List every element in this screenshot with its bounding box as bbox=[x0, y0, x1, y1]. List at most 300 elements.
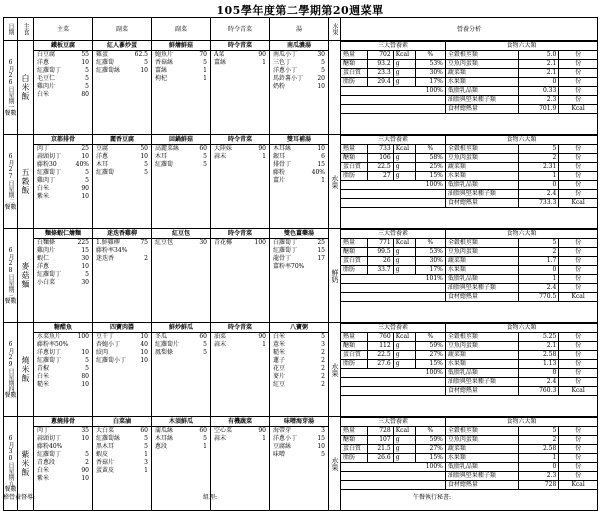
ingredient-amount: 1 bbox=[203, 75, 207, 82]
nutrition-value: g bbox=[393, 163, 415, 172]
ingredient-name: 蝦仁 bbox=[37, 255, 50, 262]
nutrition-value: 全穀根莖類 bbox=[445, 333, 518, 342]
dish-cell bbox=[93, 41, 152, 135]
dish-name: 麵條蝦仁燴麵 bbox=[34, 229, 92, 239]
nutrition-value bbox=[341, 105, 445, 114]
nutrition-value: 脂肪 bbox=[341, 266, 367, 275]
nutrition-value: 22.5 bbox=[367, 351, 393, 360]
ingredient-row bbox=[270, 169, 328, 177]
ingredient-row bbox=[211, 333, 269, 341]
ingredient-amount: 5 bbox=[144, 443, 148, 450]
nutrition-value: Kcal bbox=[559, 199, 597, 208]
nutrition-value: g bbox=[393, 154, 415, 163]
nutrition-value: % bbox=[415, 333, 445, 342]
nutrition-value: 份 bbox=[559, 78, 597, 87]
nutrition-value: g bbox=[393, 351, 415, 360]
footer-principal: 組理: bbox=[203, 494, 218, 501]
nutrition-row bbox=[341, 105, 597, 114]
ingredient-amount: 60 bbox=[140, 427, 148, 434]
ingredient-name: 蒜末 bbox=[214, 341, 227, 348]
nutrition-value: 豆魚肉蛋類 bbox=[445, 154, 518, 163]
ingredient-name: 海帶芽 bbox=[273, 427, 292, 434]
ingredient-amount: 10 bbox=[140, 333, 148, 340]
ingredient-amount: 30 bbox=[81, 279, 89, 286]
dish-cell bbox=[211, 229, 270, 323]
nutrition-value: 0 bbox=[519, 266, 559, 275]
ingredient-row bbox=[34, 83, 92, 91]
ingredient-name: 香菇絲 bbox=[155, 59, 174, 66]
day-row bbox=[4, 135, 598, 229]
ingredient-amount: 70 bbox=[199, 51, 207, 58]
ingredient-row bbox=[34, 67, 92, 75]
nutrition-value: 油脂與堅果種子類 bbox=[445, 284, 518, 293]
ingredient-amount: 100 bbox=[254, 239, 266, 246]
ingredient-name: 馬鈴薯小丁 bbox=[273, 75, 304, 82]
ingredient-amount: 5 bbox=[144, 59, 148, 66]
nutrition-row bbox=[341, 163, 597, 172]
staple-cell bbox=[18, 135, 34, 229]
menu-table bbox=[3, 17, 598, 511]
nutrition-value: 53% bbox=[415, 248, 445, 257]
ingredient-amount: 10 bbox=[140, 349, 148, 356]
ingredient-amount: 30 bbox=[317, 51, 325, 58]
nutrition-row bbox=[341, 284, 597, 293]
nutrition-row bbox=[341, 342, 597, 351]
ingredient-row bbox=[152, 67, 210, 75]
ingredient-row bbox=[152, 59, 210, 67]
ingredient-name: 紫米 bbox=[37, 193, 50, 200]
nutrition-value: 三大營養素 bbox=[341, 42, 445, 51]
staple-cell bbox=[18, 323, 34, 417]
nutrition-value: 三大營養素 bbox=[341, 418, 445, 427]
nutrition-row bbox=[341, 51, 597, 60]
ingredient-name: 紅蘿蔔丁 bbox=[37, 271, 62, 278]
nutrition-value: 蔬菜類 bbox=[445, 257, 518, 266]
ingredient-row bbox=[211, 239, 269, 247]
ingredient-name: 水菜魚片 bbox=[37, 333, 62, 340]
ingredient-row bbox=[270, 75, 328, 83]
ingredient-row bbox=[34, 51, 92, 59]
ingredient-amount: 10 bbox=[81, 475, 89, 482]
nutrition-value: 1 bbox=[519, 275, 559, 284]
ingredient-row bbox=[152, 153, 210, 161]
nutrition-value: 蛋白質 bbox=[341, 69, 367, 78]
ingredient-name: 麥片 bbox=[273, 373, 286, 380]
ingredient-amount: 40% bbox=[311, 169, 325, 176]
ingredient-amount: 5 bbox=[85, 75, 89, 82]
nutrition-value: 醣類 bbox=[341, 248, 367, 257]
nutrition-value: 0 bbox=[519, 181, 559, 190]
ingredient-row bbox=[93, 145, 151, 153]
ingredient-name: 青花椰 bbox=[214, 239, 233, 246]
ingredient-row bbox=[34, 381, 92, 389]
nutrition-value: 豆魚肉蛋類 bbox=[445, 436, 518, 445]
ingredient-name: 杏鮑小丁 bbox=[96, 341, 121, 348]
nutrition-value: 702 bbox=[367, 51, 393, 60]
nutrition-value: 份 bbox=[559, 378, 597, 387]
ingredient-name: 毛豆仁 bbox=[37, 75, 56, 82]
ingredient-row bbox=[34, 239, 92, 247]
nutrition-value: 58% bbox=[415, 154, 445, 163]
nutrition-value: 26 bbox=[367, 257, 393, 266]
nutrition-value: 全穀根莖類 bbox=[445, 51, 518, 60]
ingredient-row bbox=[34, 435, 92, 443]
ingredient-amount: 2 bbox=[85, 459, 89, 466]
ingredient-amount: 10 bbox=[81, 435, 89, 442]
nutrition-value: 2.3 bbox=[519, 96, 559, 105]
ingredient-amount: 5 bbox=[321, 451, 325, 458]
nutrition-value: 2.3 bbox=[519, 472, 559, 481]
nutrition-value: 蔬菜類 bbox=[445, 351, 518, 360]
nutrition-value: 份 bbox=[559, 190, 597, 199]
nutrition-row bbox=[341, 266, 597, 275]
dish-cell bbox=[270, 135, 329, 229]
ingredient-name: 蓮子 bbox=[273, 357, 286, 364]
nutrition-row bbox=[341, 445, 597, 454]
nutrition-value bbox=[341, 378, 445, 387]
ingredient-row bbox=[270, 373, 328, 381]
staple-name: 燒米飯 bbox=[21, 356, 30, 383]
nutrition-value: 2.1 bbox=[519, 69, 559, 78]
ingredient-row bbox=[211, 427, 269, 435]
dish-name: 蔥燒排骨 bbox=[34, 417, 92, 427]
nutrition-value: 份 bbox=[559, 172, 597, 181]
nutrition-value: 29.4 bbox=[367, 78, 393, 87]
nutrition-value bbox=[341, 190, 445, 199]
fruit-cell bbox=[329, 229, 341, 323]
ingredient-row bbox=[270, 349, 328, 357]
nutrition-row bbox=[341, 87, 597, 96]
ingredient-row bbox=[34, 169, 92, 177]
ingredient-amount: 30 bbox=[81, 255, 89, 262]
ingredient-row bbox=[34, 475, 92, 483]
ingredient-name: 龍骨丁 bbox=[273, 255, 292, 262]
nutrition-value: 脂肪 bbox=[341, 454, 367, 463]
ingredient-amount: 5 bbox=[203, 161, 207, 168]
nutrition-value: g bbox=[393, 257, 415, 266]
ingredient-amount: 5 bbox=[85, 451, 89, 458]
ingredient-row bbox=[93, 239, 151, 247]
ingredient-name: 奶粉 bbox=[273, 83, 286, 90]
row-note: 餐數 bbox=[4, 391, 17, 399]
nutrition-value: 760.3 bbox=[519, 387, 559, 396]
nutrition-value: 熱量 bbox=[341, 145, 367, 154]
nutrition-value: 油脂與堅果種子類 bbox=[445, 96, 518, 105]
nutrition-value: 脂肪 bbox=[341, 360, 367, 369]
nutrition-value: 全穀根莖類 bbox=[445, 239, 518, 248]
ingredient-row bbox=[93, 247, 151, 255]
staple-name: 五穀飯 bbox=[21, 168, 30, 195]
ingredient-name: 鮑魚片 bbox=[155, 51, 174, 58]
ingredient-row bbox=[93, 161, 151, 169]
ingredient-name: 蒲瓜絲 bbox=[155, 427, 174, 434]
nutrition-row bbox=[341, 145, 597, 154]
nutrition-value: 食材總熱量 bbox=[445, 387, 518, 396]
ingredient-amount: 1 bbox=[262, 59, 266, 66]
ingredient-name: 洋蔥 bbox=[37, 59, 50, 66]
nutrition-value: 59% bbox=[415, 342, 445, 351]
ingredient-row bbox=[270, 263, 328, 271]
ingredient-amount: 5 bbox=[144, 161, 148, 168]
nutrition-value: g bbox=[393, 342, 415, 351]
ingredient-name: 藤粉 bbox=[273, 169, 286, 176]
dish-name: 時令青菜 bbox=[211, 41, 269, 51]
nutrition-value: 三大營養素 bbox=[341, 324, 445, 333]
ingredient-row bbox=[270, 333, 328, 341]
ingredient-row bbox=[34, 365, 92, 373]
nutrition-table bbox=[341, 417, 597, 490]
nutrition-row bbox=[341, 463, 597, 472]
ingredient-name: 薑粉率70% bbox=[273, 263, 305, 270]
nutrition-row bbox=[341, 369, 597, 378]
ingredient-amount: 5 bbox=[144, 435, 148, 442]
ingredient-amount: 2 bbox=[321, 349, 325, 356]
ingredient-amount: 10 bbox=[81, 153, 89, 160]
ingredient-name: 花豆 bbox=[273, 365, 286, 372]
ingredient-name: 大白菜 bbox=[96, 427, 115, 434]
nutrition-value: 1 bbox=[519, 172, 559, 181]
nutrition-row bbox=[341, 60, 597, 69]
date-text: 6月26日星期一 bbox=[7, 58, 14, 110]
fruit-cell bbox=[329, 41, 341, 135]
ingredient-row bbox=[211, 51, 269, 59]
nutrition-row bbox=[341, 360, 597, 369]
nutrition-value: 0 bbox=[519, 463, 559, 472]
footer-dietitian: 稽營養督導: bbox=[3, 494, 36, 501]
ingredient-amount: 1 bbox=[262, 341, 266, 348]
date-text: 6月28日星期三 bbox=[7, 246, 14, 298]
ingredient-row bbox=[34, 467, 92, 475]
ingredient-row bbox=[34, 451, 92, 459]
nutrition-value: Kcal bbox=[559, 105, 597, 114]
ingredient-row bbox=[34, 255, 92, 263]
nutrition-value: 豆魚肉蛋類 bbox=[445, 60, 518, 69]
ingredient-amount: 10 bbox=[317, 83, 325, 90]
dish-name: 味噌海芽湯 bbox=[270, 417, 328, 427]
ingredient-row bbox=[34, 247, 92, 255]
dish-name: 糖醋魚 bbox=[34, 323, 92, 333]
nutrition-row bbox=[341, 136, 597, 145]
ingredient-name: 青蔥段 bbox=[37, 459, 56, 466]
nutrition-value: 全穀根莖類 bbox=[445, 427, 518, 436]
nutrition-value: 份 bbox=[559, 342, 597, 351]
nutrition-value: 豆魚肉蛋類 bbox=[445, 342, 518, 351]
nutrition-value: 蛋白質 bbox=[341, 445, 367, 454]
nutrition-value: 2.4 bbox=[519, 284, 559, 293]
page-title: 105學年度第二學期第20週菜單 bbox=[216, 4, 384, 17]
ingredient-name: 紅蘿蔔丁 bbox=[37, 67, 62, 74]
nutrition-value: 26.6 bbox=[367, 454, 393, 463]
ingredient-row bbox=[34, 153, 92, 161]
nutrition-value: Kcal bbox=[559, 387, 597, 396]
nutrition-value: 蔬菜類 bbox=[445, 69, 518, 78]
ingredient-row bbox=[34, 145, 92, 153]
ingredient-amount: 5 bbox=[144, 169, 148, 176]
fruit-cell bbox=[329, 135, 341, 229]
nutrition-value: g bbox=[393, 78, 415, 87]
ingredient-name: 排骨丁 bbox=[273, 161, 292, 168]
dish-name: 鮮炒鮮瓜 bbox=[152, 323, 210, 333]
nutrition-row bbox=[341, 418, 597, 427]
ingredient-amount: 20 bbox=[317, 75, 325, 82]
ingredient-name: 蔥段 bbox=[155, 443, 168, 450]
ingredient-name: 蝦皮 bbox=[96, 451, 109, 458]
ingredient-amount: 10 bbox=[140, 153, 148, 160]
nutrition-value: 107 bbox=[367, 436, 393, 445]
nutrition-value: 2 bbox=[519, 154, 559, 163]
ingredient-row bbox=[270, 435, 328, 443]
header-main: 主菜 bbox=[34, 18, 93, 41]
nutrition-row bbox=[341, 293, 597, 302]
ingredient-name: 蛋黃皮 bbox=[96, 467, 115, 474]
nutrition-value: 食物六大類 bbox=[445, 230, 597, 239]
ingredient-amount: 1 bbox=[262, 435, 266, 442]
ingredient-row bbox=[211, 435, 269, 443]
ingredient-name: 白米 bbox=[273, 333, 286, 340]
date-text: 6月30日星期五 bbox=[7, 434, 14, 486]
nutrition-value: 33.7 bbox=[367, 266, 393, 275]
fruit-text: 水果 bbox=[331, 456, 339, 471]
ingredient-name: 木耳絲 bbox=[155, 435, 174, 442]
ingredient-name: 洋蔥 bbox=[37, 263, 50, 270]
nutrition-value: 份 bbox=[559, 154, 597, 163]
ingredient-amount: 100 bbox=[77, 333, 89, 340]
nutrition-value: 份 bbox=[559, 69, 597, 78]
dish-name: 有機蔬菜 bbox=[211, 417, 269, 427]
ingredient-amount: 2 bbox=[321, 365, 325, 372]
fruit-text: 水果 bbox=[331, 362, 339, 377]
ingredient-row bbox=[93, 255, 151, 263]
nutrition-value: 醣類 bbox=[341, 342, 367, 351]
ingredient-row bbox=[152, 341, 210, 349]
nutrition-value: g bbox=[393, 454, 415, 463]
nutrition-value: 水果類 bbox=[445, 172, 518, 181]
ingredient-row bbox=[34, 459, 92, 467]
row-note: 餐數 bbox=[4, 109, 17, 117]
date-text: 6月29日星期四 bbox=[7, 340, 14, 392]
ingredient-row bbox=[152, 239, 210, 247]
ingredient-name: 白米 bbox=[37, 91, 50, 98]
header-staple: 主食 bbox=[18, 18, 34, 41]
nutrition-value: 5 bbox=[519, 427, 559, 436]
row-note: 餐數 bbox=[4, 485, 17, 493]
nutrition-row bbox=[341, 154, 597, 163]
ingredient-amount: 10 bbox=[81, 381, 89, 388]
ingredient-row bbox=[270, 341, 328, 349]
ingredient-row bbox=[34, 91, 92, 99]
nutrition-row bbox=[341, 378, 597, 387]
ingredient-name: 藤粉40% bbox=[37, 443, 63, 450]
ingredient-amount: 5 bbox=[85, 83, 89, 90]
nutrition-value: 5 bbox=[519, 145, 559, 154]
nutrition-cell bbox=[341, 41, 598, 135]
ingredient-name: 小白菜 bbox=[37, 279, 56, 286]
ingredient-row bbox=[270, 83, 328, 91]
nutrition-value: 份 bbox=[559, 87, 597, 96]
ingredient-name: 薑絲 bbox=[155, 67, 168, 74]
header-date: 日期 bbox=[4, 18, 18, 41]
nutrition-table bbox=[341, 323, 597, 396]
fruit-cell bbox=[329, 323, 341, 417]
nutrition-value: 份 bbox=[559, 60, 597, 69]
ingredient-name: 薑絲 bbox=[214, 59, 227, 66]
ingredient-row bbox=[152, 161, 210, 169]
ingredient-row bbox=[34, 59, 92, 67]
ingredient-name: 雞肉丁 bbox=[37, 177, 56, 184]
nutrition-value: 脂肪 bbox=[341, 78, 367, 87]
nutrition-value: 771 bbox=[367, 239, 393, 248]
ingredient-name: 藤粉30 bbox=[37, 161, 57, 168]
nutrition-value: 醣類 bbox=[341, 436, 367, 445]
nutrition-value: 15% bbox=[415, 360, 445, 369]
nutrition-value: 1 bbox=[519, 454, 559, 463]
ingredient-row bbox=[270, 255, 328, 263]
dish-cell bbox=[152, 229, 211, 323]
ingredient-row bbox=[152, 435, 210, 443]
ingredient-amount: 2 bbox=[144, 255, 148, 262]
ingredient-name: 洋蔥小丁 bbox=[273, 67, 298, 74]
ingredient-row bbox=[270, 161, 328, 169]
nutrition-value bbox=[341, 284, 445, 293]
ingredient-row bbox=[34, 177, 92, 185]
nutrition-value bbox=[341, 472, 445, 481]
ingredient-amount: 10 bbox=[140, 357, 148, 364]
dish-cell bbox=[93, 229, 152, 323]
nutrition-value: g bbox=[393, 60, 415, 69]
nutrition-value: Kcal bbox=[559, 481, 597, 490]
nutrition-value: 2 bbox=[519, 436, 559, 445]
nutrition-value: 熱量 bbox=[341, 333, 367, 342]
ingredient-amount: 90 bbox=[258, 427, 266, 434]
nutrition-value: g bbox=[393, 445, 415, 454]
header-vegetable: 時令青菜 bbox=[211, 18, 270, 41]
nutrition-value bbox=[341, 293, 445, 302]
ingredient-row bbox=[34, 341, 92, 349]
ingredient-name: 紫米 bbox=[37, 475, 50, 482]
ingredient-row bbox=[93, 67, 151, 75]
ingredient-name: 白米 bbox=[37, 467, 50, 474]
nutrition-value: 59% bbox=[415, 436, 445, 445]
ingredient-row bbox=[270, 381, 328, 389]
ingredient-amount: 10 bbox=[140, 67, 148, 74]
ingredient-name: 南瓜小丁 bbox=[273, 51, 298, 58]
footer-executor: 午餐執行秘書: bbox=[413, 494, 452, 501]
ingredient-name: 紅蘿蔔絲 bbox=[96, 67, 121, 74]
ingredient-row bbox=[34, 263, 92, 271]
nutrition-value: Kcal bbox=[559, 293, 597, 302]
ingredient-amount: 25 bbox=[81, 145, 89, 152]
ingredient-name: 絞肉 bbox=[96, 349, 109, 356]
ingredient-name: A菜 bbox=[214, 51, 225, 58]
ingredient-amount: 5 bbox=[203, 435, 207, 442]
ingredient-row bbox=[34, 279, 92, 287]
nutrition-value: g bbox=[393, 360, 415, 369]
ingredient-name: 豆干丁 bbox=[96, 333, 115, 340]
nutrition-row bbox=[341, 387, 597, 396]
ingredient-name: 1.鮮雞柳 bbox=[96, 239, 120, 246]
ingredient-amount: 5 bbox=[321, 67, 325, 74]
nutrition-value: 1.7 bbox=[519, 257, 559, 266]
ingredient-amount: 1 bbox=[321, 177, 325, 184]
ingredient-row bbox=[152, 443, 210, 451]
ingredient-name: 洋蔥切丁 bbox=[37, 349, 62, 356]
ingredient-amount: 90 bbox=[258, 51, 266, 58]
nutrition-value: Kcal bbox=[393, 51, 415, 60]
ingredient-name: 白蘿蔔丁 bbox=[273, 239, 298, 246]
ingredient-name: 油菜 bbox=[214, 333, 227, 340]
date-text: 6月27日星期二 bbox=[7, 152, 14, 204]
ingredient-row bbox=[93, 169, 151, 177]
